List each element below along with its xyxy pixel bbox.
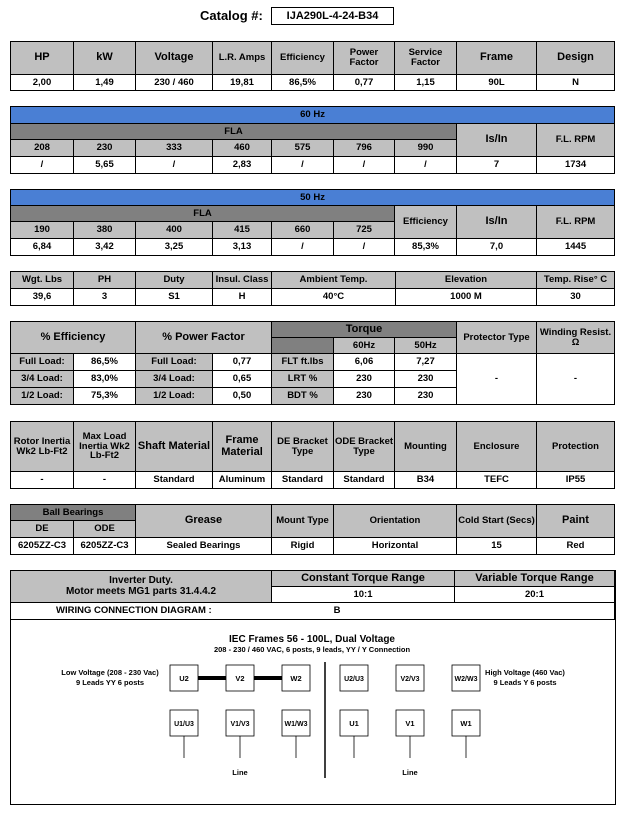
hz60-volt: 990 — [395, 140, 457, 157]
efficiency-value: 86,5% — [272, 75, 334, 91]
hz60-volt: 208 — [11, 140, 74, 157]
hz50-fla-value: / — [272, 239, 334, 256]
terminal-label: U1 — [349, 719, 359, 728]
grease-header: Grease — [136, 505, 272, 538]
mount-type-header: Mount Type — [272, 505, 334, 538]
line-label-high: Line — [402, 768, 418, 777]
terminal-label: U1/U3 — [174, 721, 194, 728]
hz60-table — [10, 106, 615, 174]
rotor-inertia-value: - — [11, 472, 74, 489]
max-load-inertia-header: Max Load Inertia Wk2 Lb-Ft2 — [74, 422, 136, 472]
lr-amps-value: 19,81 — [213, 75, 272, 91]
protection-header: Protection — [537, 422, 615, 472]
hz60-fla-value: / — [334, 157, 395, 174]
orientation-header: Orientation — [334, 505, 457, 538]
rotor-inertia-header: Rotor Inertia Wk2 Lb-Ft2 — [11, 422, 74, 472]
hz50-isin-header: Is/In — [457, 206, 537, 239]
torque-60hz-header: 60Hz — [334, 338, 395, 354]
wiring-diagram-row — [11, 603, 615, 620]
ambient-temp-value: 40°C — [272, 289, 396, 306]
pf-load-label: 3/4 Load: — [136, 371, 213, 388]
lr-amps-header: L.R. Amps — [213, 42, 272, 75]
torque-50hz-value: 230 — [395, 371, 457, 388]
service-factor-value: 1,15 — [395, 75, 457, 91]
weight-header: Wgt. Lbs — [11, 272, 74, 289]
insul-class-value: H — [213, 289, 272, 306]
torque-50hz-value: 230 — [395, 388, 457, 405]
terminal-label: W1 — [460, 719, 472, 728]
line-label-low: Line — [232, 768, 248, 777]
torque-title: Torque — [272, 322, 457, 338]
ode-header: ODE — [74, 521, 136, 538]
catalog-header — [0, 5, 629, 27]
torque-60hz-value: 230 — [334, 371, 395, 388]
terminal-label: V2/V3 — [400, 676, 420, 683]
weight-value: 39,6 — [11, 289, 74, 306]
phase-value: 3 — [74, 289, 136, 306]
hz60-volt: 575 — [272, 140, 334, 157]
ode-bracket-header: ODE Bracket Type — [334, 422, 395, 472]
enclosure-value: TEFC — [457, 472, 537, 489]
torque-label: BDT % — [272, 388, 334, 405]
protector-type-header: Protector Type — [457, 322, 537, 354]
hz60-fla-value: / — [136, 157, 213, 174]
grease-value: Sealed Bearings — [136, 538, 272, 555]
eff-load-value: 75,3% — [74, 388, 136, 405]
voltage-value: 230 / 460 — [136, 75, 213, 91]
winding-resist-header: Winding Resist. Ω — [537, 322, 615, 354]
hz50-title: 50 Hz — [11, 190, 615, 206]
frame-value: 90L — [457, 75, 537, 91]
protector-type-value: - — [457, 354, 537, 405]
hz50-fla-header: FLA — [11, 206, 395, 222]
hz50-isin-value: 7,0 — [457, 239, 537, 256]
eff-load-label: Full Load: — [11, 354, 74, 371]
terminal-label: W2/W3 — [454, 676, 478, 683]
power-factor-title: % Power Factor — [136, 322, 272, 354]
eff-load-value: 83,0% — [74, 371, 136, 388]
hz60-fla-value: 2,83 — [213, 157, 272, 174]
performance-table — [10, 321, 615, 405]
kw-value: 1,49 — [74, 75, 136, 91]
torque-60hz-value: 230 — [334, 388, 395, 405]
hz60-volt: 460 — [213, 140, 272, 157]
constant-torque-value: 10:1 — [272, 587, 455, 603]
shaft-material-header: Shaft Material — [136, 422, 213, 472]
hz50-flrpm-value: 1445 — [537, 239, 615, 256]
paint-header: Paint — [537, 505, 615, 538]
frame-header: Frame — [457, 42, 537, 75]
power-factor-header: Power Factor — [334, 42, 395, 75]
shaft-material-value: Standard — [136, 472, 213, 489]
diagram-subtitle: 208 - 230 / 460 VAC, 6 posts, 9 leads, YY / Y Connection — [213, 645, 411, 654]
hz50-fla-value: 3,25 — [136, 239, 213, 256]
high-voltage-leads: 9 Leads Y 6 posts — [493, 678, 557, 687]
hz50-eff-value: 85,3% — [395, 239, 457, 256]
voltage-header: Voltage — [136, 42, 213, 75]
pf-load-label: 1/2 Load: — [136, 388, 213, 405]
hz60-flrpm-header: F.L. RPM — [537, 124, 615, 157]
service-factor-header: Service Factor — [395, 42, 457, 75]
de-bracket-header: DE Bracket Type — [272, 422, 334, 472]
variable-torque-header: Variable Torque Range — [455, 571, 615, 587]
eff-load-label: 1/2 Load: — [11, 388, 74, 405]
wiring-diagram-label: WIRING CONNECTION DIAGRAM : — [56, 605, 212, 617]
frame-material-value: Aluminum — [213, 472, 272, 489]
ball-bearings-title: Ball Bearings — [11, 505, 136, 521]
torque-label: LRT % — [272, 371, 334, 388]
phase-header: PH — [74, 272, 136, 289]
torque-50hz-header: 50Hz — [395, 338, 457, 354]
insul-class-header: Insul. Class — [213, 272, 272, 289]
mounting-header: Mounting — [395, 422, 457, 472]
efficiency-header: Efficiency — [272, 42, 334, 75]
ode-bearing-value: 6205ZZ-C3 — [74, 538, 136, 555]
ode-bracket-value: Standard — [334, 472, 395, 489]
hz60-fla-value: / — [395, 157, 457, 174]
torque-label: FLT ft.lbs — [272, 354, 334, 371]
wiring-connection-diagram — [10, 620, 614, 803]
hz50-fla-value: 3,13 — [213, 239, 272, 256]
hz50-volt: 380 — [74, 222, 136, 239]
terminal-label: V2 — [235, 674, 245, 683]
kw-header: kW — [74, 42, 136, 75]
catalog-number: IJA290L-4-24-B34 — [271, 7, 394, 25]
paint-value: Red — [537, 538, 615, 555]
inverter-table — [10, 570, 615, 620]
hz60-fla-value: 5,65 — [74, 157, 136, 174]
main-ratings-table — [10, 41, 615, 91]
de-header: DE — [11, 521, 74, 538]
hz60-isin-value: 7 — [457, 157, 537, 174]
eff-load-value: 86,5% — [74, 354, 136, 371]
hz50-fla-value: / — [334, 239, 395, 256]
constant-torque-header: Constant Torque Range — [272, 571, 455, 587]
inverter-duty-text: Inverter Duty. — [109, 575, 173, 586]
torque-50hz-value: 7,27 — [395, 354, 457, 371]
hz50-volt: 415 — [213, 222, 272, 239]
terminal-label: W1/W3 — [284, 721, 308, 728]
hz60-volt: 796 — [334, 140, 395, 157]
inverter-duty-cell — [11, 571, 272, 603]
mounting-value: B34 — [395, 472, 457, 489]
duty-header: Duty — [136, 272, 213, 289]
frame-material-header: Frame Material — [213, 422, 272, 472]
hz50-volt: 190 — [11, 222, 74, 239]
terminal-label: V1/V3 — [230, 721, 250, 728]
enclosure-header: Enclosure — [457, 422, 537, 472]
hp-value: 2,00 — [11, 75, 74, 91]
hz60-fla-value: / — [272, 157, 334, 174]
pf-load-label: Full Load: — [136, 354, 213, 371]
de-bracket-value: Standard — [272, 472, 334, 489]
hz50-table — [10, 189, 615, 256]
hz60-volt: 230 — [74, 140, 136, 157]
power-factor-value: 0,77 — [334, 75, 395, 91]
misc-table — [10, 271, 615, 306]
hz50-volt: 400 — [136, 222, 213, 239]
mg1-parts-text: Motor meets MG1 parts 31.4.4.2 — [65, 585, 217, 597]
orientation-value: Horizontal — [334, 538, 457, 555]
variable-torque-value: 20:1 — [455, 587, 615, 603]
design-value: N — [537, 75, 615, 91]
design-header: Design — [537, 42, 615, 75]
low-voltage-label: Low Voltage (208 - 230 Vac) — [61, 668, 159, 677]
hz60-title: 60 Hz — [11, 107, 615, 124]
hp-header: HP — [11, 42, 74, 75]
pf-load-value: 0,65 — [213, 371, 272, 388]
terminal-label: V1 — [405, 719, 415, 728]
hz60-fla-header: FLA — [11, 124, 457, 140]
de-bearing-value: 6205ZZ-C3 — [11, 538, 74, 555]
eff-load-label: 3/4 Load: — [11, 371, 74, 388]
mount-type-value: Rigid — [272, 538, 334, 555]
diagram-title: IEC Frames 56 - 100L, Dual Voltage — [229, 634, 395, 645]
high-voltage-label: High Voltage (460 Vac) — [485, 668, 565, 677]
hz60-fla-value: / — [11, 157, 74, 174]
duty-value: S1 — [136, 289, 213, 306]
elevation-value: 1000 M — [396, 289, 537, 306]
hz60-flrpm-value: 1734 — [537, 157, 615, 174]
hz50-volt: 660 — [272, 222, 334, 239]
hz50-fla-value: 6,84 — [11, 239, 74, 256]
cold-start-header: Cold Start (Secs) — [457, 505, 537, 538]
terminal-label: U2/U3 — [344, 676, 364, 683]
catalog-label: Catalog #: — [200, 8, 263, 23]
pf-load-value: 0,50 — [213, 388, 272, 405]
wiring-diagram-value: B — [333, 605, 341, 617]
pf-load-value: 0,77 — [213, 354, 272, 371]
winding-resist-value: - — [537, 354, 615, 405]
cold-start-value: 15 — [457, 538, 537, 555]
low-voltage-leads: 9 Leads YY 6 posts — [75, 678, 145, 687]
hz50-flrpm-header: F.L. RPM — [537, 206, 615, 239]
temp-rise-header: Temp. Rise° C — [537, 272, 615, 289]
ambient-temp-header: Ambient Temp. — [272, 272, 396, 289]
hz60-volt: 333 — [136, 140, 213, 157]
bearings-table — [10, 504, 615, 555]
torque-60hz-value: 6,06 — [334, 354, 395, 371]
hz50-eff-header: Efficiency — [395, 206, 457, 239]
hz50-fla-value: 3,42 — [74, 239, 136, 256]
protection-value: IP55 — [537, 472, 615, 489]
mechanical-table — [10, 421, 615, 489]
max-load-inertia-value: - — [74, 472, 136, 489]
hz50-volt: 725 — [334, 222, 395, 239]
temp-rise-value: 30 — [537, 289, 615, 306]
hz60-isin-header: Is/In — [457, 124, 537, 157]
terminal-label: W2 — [290, 674, 302, 683]
efficiency-title: % Efficiency — [11, 322, 136, 354]
elevation-header: Elevation — [396, 272, 537, 289]
terminal-label: U2 — [179, 674, 189, 683]
